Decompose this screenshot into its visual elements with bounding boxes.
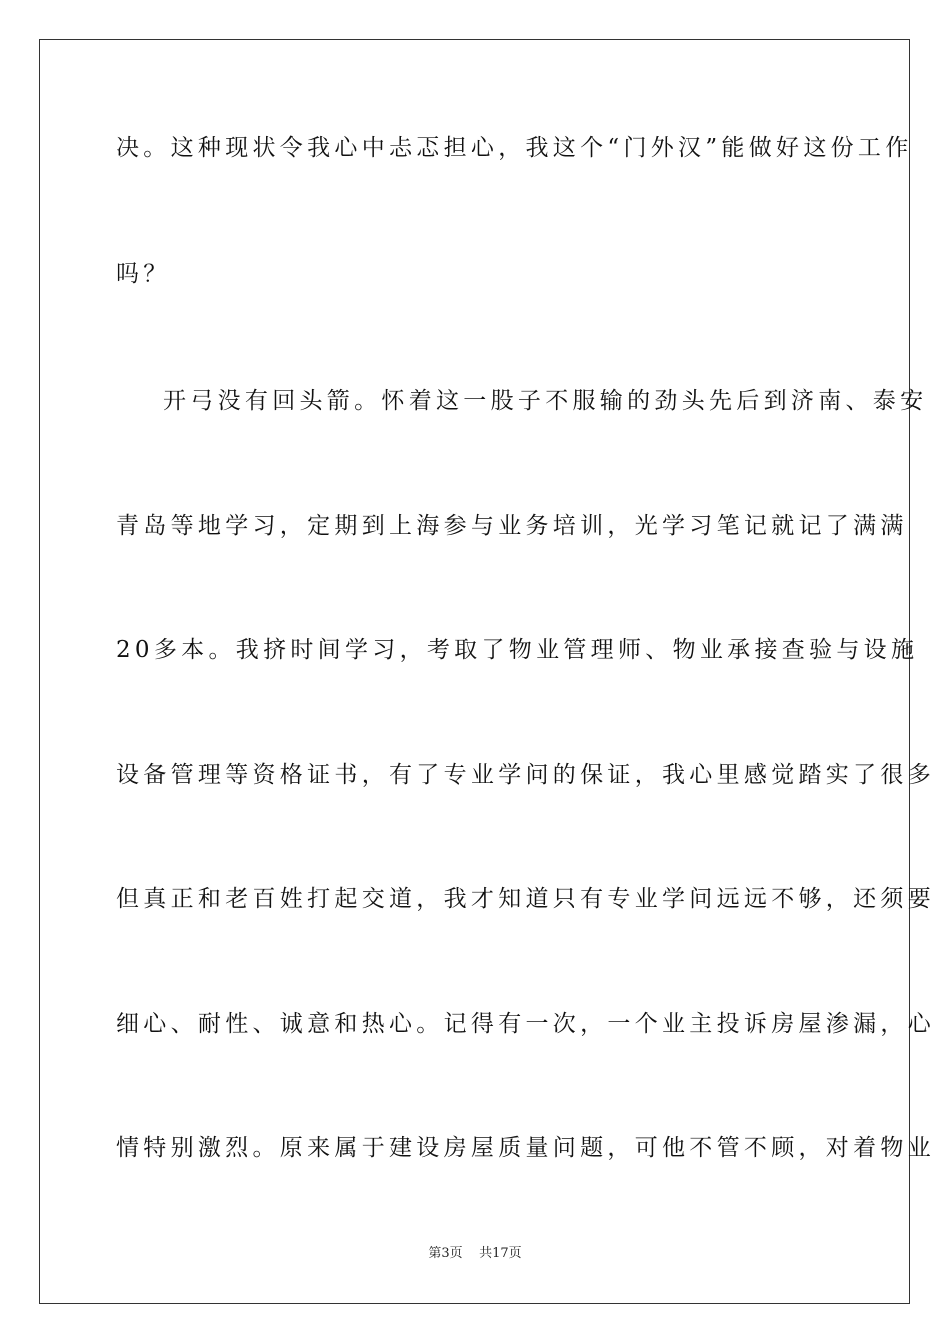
page-number: 第3页	[428, 1246, 463, 1261]
body-line-7: 但真正和老百姓打起交道，我才知道只有专业学问远远不够，还须要	[116, 886, 935, 912]
body-line-3: 开弓没有回头箭。怀着这一股子不服输的劲头先后到济南、泰安	[163, 388, 928, 414]
body-line-8: 细心、耐性、诚意和热心。记得有一次，一个业主投诉房屋渗漏，心	[116, 1011, 935, 1037]
page-footer	[0, 1245, 950, 1263]
body-line-9: 情特别激烈。原来属于建设房屋质量问题，可他不管不顾，对着物业	[116, 1135, 935, 1161]
page-frame	[39, 39, 935, 1304]
body-line-2: 吗？	[116, 261, 171, 287]
body-line-6: 设备管理等资格证书，有了专业学问的保证，我心里感觉踏实了很多	[116, 762, 935, 788]
body-line-4: 青岛等地学习，定期到上海参与业务培训，光学习笔记就记了满满	[116, 513, 908, 539]
body-line-1: 决。这种现状令我心中忐忑担心，我这个“门外汉”能做好这份工作	[116, 135, 913, 161]
total-pages: 共17页	[479, 1246, 522, 1261]
body-line-5: 20多本。我挤时间学习，考取了物业管理师、物业承接查验与设施	[116, 637, 919, 663]
